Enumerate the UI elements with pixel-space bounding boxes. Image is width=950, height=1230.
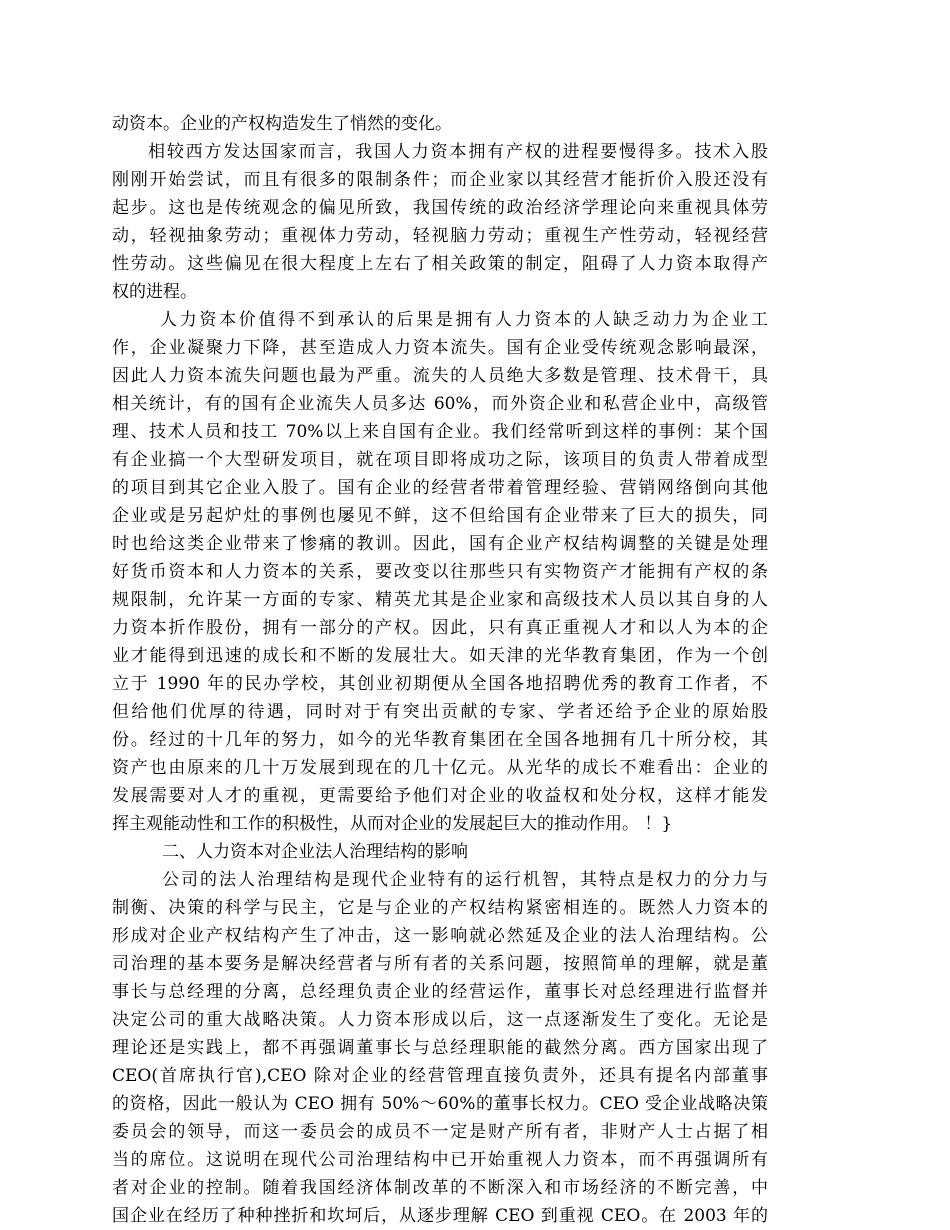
section-heading: 二、人力资本对企业法人治理结构的影响	[162, 842, 468, 862]
text-line: 有企业搞一个大型研发项目，就在项目即将成功之际，该项目的负责人带着成型	[112, 450, 768, 470]
text-line: 但给他们优厚的待遇，同时对于有突出贡献的专家、学者还给予企业的原始股	[112, 702, 768, 722]
text-line: 资产也由原来的几十万发展到现在的几十亿元。从光华的成长不难看出：企业的	[112, 758, 768, 778]
text-line: 因此人力资本流失问题也最为严重。流失的人员绝大多数是管理、技术骨干，具	[112, 366, 768, 386]
text-line: 理、技术人员和技工 70%以上来自国有企业。我们经常听到这样的事例：某个国	[112, 422, 768, 442]
text-line: 形成对企业产权结构产生了冲击，这一影响就必然延及企业的法人治理结构。公	[112, 926, 768, 946]
text-line: 司治理的基本要务是解决经营者与所有者的关系问题，按照简单的理解，就是董	[112, 954, 768, 974]
text-line: 企业或是另起炉灶的事例也屡见不鲜，这不但给国有企业带来了巨大的损失，同	[112, 506, 768, 526]
text-line: CEO(首席执行官),CEO 除对企业的经营管理直接负责外，还具有提名内部董事	[112, 1066, 768, 1086]
text-line: 业才能得到迅速的成长和不断的发展壮大。如天津的光华教育集团，作为一个创	[112, 646, 768, 666]
text-line: 动，轻视抽象劳动；重视体力劳动，轻视脑力劳动；重视生产性劳动，轻视经营	[112, 226, 768, 246]
text-line: 动资本。企业的产权构造发生了悄然的变化。	[112, 114, 452, 134]
text-line: 委员会的领导，而这一委员会的成员不一定是财产所有者，非财产人士占据了相	[112, 1122, 768, 1142]
text-line: 作，企业凝聚力下降，甚至造成人力资本流失。国有企业受传统观念影响最深，	[112, 338, 768, 358]
text-line: 时也给这类企业带来了惨痛的教训。因此，国有企业产权结构调整的关键是处理	[112, 534, 768, 554]
text-line: 事长与总经理的分离，总经理负责企业的经营运作，董事长对总经理进行监督并	[112, 982, 768, 1002]
text-line: 国企业在经历了种种挫折和坎坷后，从逐步理解 CEO 到重视 CEO。在 2003 年的	[112, 1206, 768, 1226]
text-line: 立于 1990 年的民办学校，其创业初期便从全国各地招聘优秀的教育工作者，不	[112, 674, 768, 694]
text-line: 理论还是实践上，都不再强调董事长与总经理职能的截然分离。西方国家出现了	[112, 1038, 768, 1058]
text-line: 性劳动。这些偏见在很大程度上左右了相关政策的制定，阻碍了人力资本取得产	[112, 254, 768, 274]
text-line: 发展需要对人才的重视，更需要给予他们对企业的收益权和处分权，这样才能发	[112, 786, 768, 806]
text-line: 制衡、决策的科学与民主，它是与企业的产权结构紧密相连的。既然人力资本的	[112, 898, 768, 918]
text-line: 的项目到其它企业入股了。国有企业的经营者带着管理经验、营销网络倒向其他	[112, 478, 768, 498]
text-line: 相较西方发达国家而言，我国人力资本拥有产权的进程要慢得多。技术入股	[148, 142, 768, 162]
text-line: 刚刚开始尝试，而且有很多的限制条件；而企业家以其经营才能折价入股还没有	[112, 170, 768, 190]
text-line: 力资本折作股份，拥有一部分的产权。因此，只有真正重视人才和以人为本的企	[112, 618, 768, 638]
text-line: 好货币资本和人力资本的关系，要改变以往那些只有实物资产才能拥有产权的条	[112, 562, 768, 582]
text-line: 份。经过的十几年的努力，如今的光华教育集团在全国各地拥有几十所分校，其	[112, 730, 768, 750]
text-line: 者对企业的控制。随着我国经济体制改革的不断深入和市场经济的不断完善，中	[112, 1178, 768, 1198]
text-line: 起步。这也是传统观念的偏见所致，我国传统的政治经济学理论向来重视具体劳	[112, 198, 768, 218]
text-line: 当的席位。这说明在现代公司治理结构中已开始重视人力资本，而不再强调所有	[112, 1150, 768, 1170]
text-line: 相关统计，有的国有企业流失人员多达 60%，而外资企业和私营企业中，高级管	[112, 394, 768, 414]
text-line: 的资格，因此一般认为 CEO 拥有 50%～60%的董事长权力。CEO 受企业战略决策	[112, 1094, 768, 1114]
text-line: 决定公司的重大战略决策。人力资本形成以后，这一点逐渐发生了变化。无论是	[112, 1010, 768, 1030]
text-line: 规限制，允许某一方面的专家、精英尤其是企业家和高级技术人员以其自身的人	[112, 590, 768, 610]
text-line: 人力资本价值得不到承认的后果是拥有人力资本的人缺乏动力为企业工	[160, 310, 768, 330]
text-line: 权的进程。	[112, 282, 197, 302]
text-line: 公司的法人治理结构是现代企业特有的运行机智，其特点是权力的分力与	[162, 870, 768, 890]
text-line: 挥主观能动性和工作的积极性，从而对企业的发展起巨大的推动作用。 ！}	[112, 814, 673, 834]
document-body	[112, 110, 768, 1230]
